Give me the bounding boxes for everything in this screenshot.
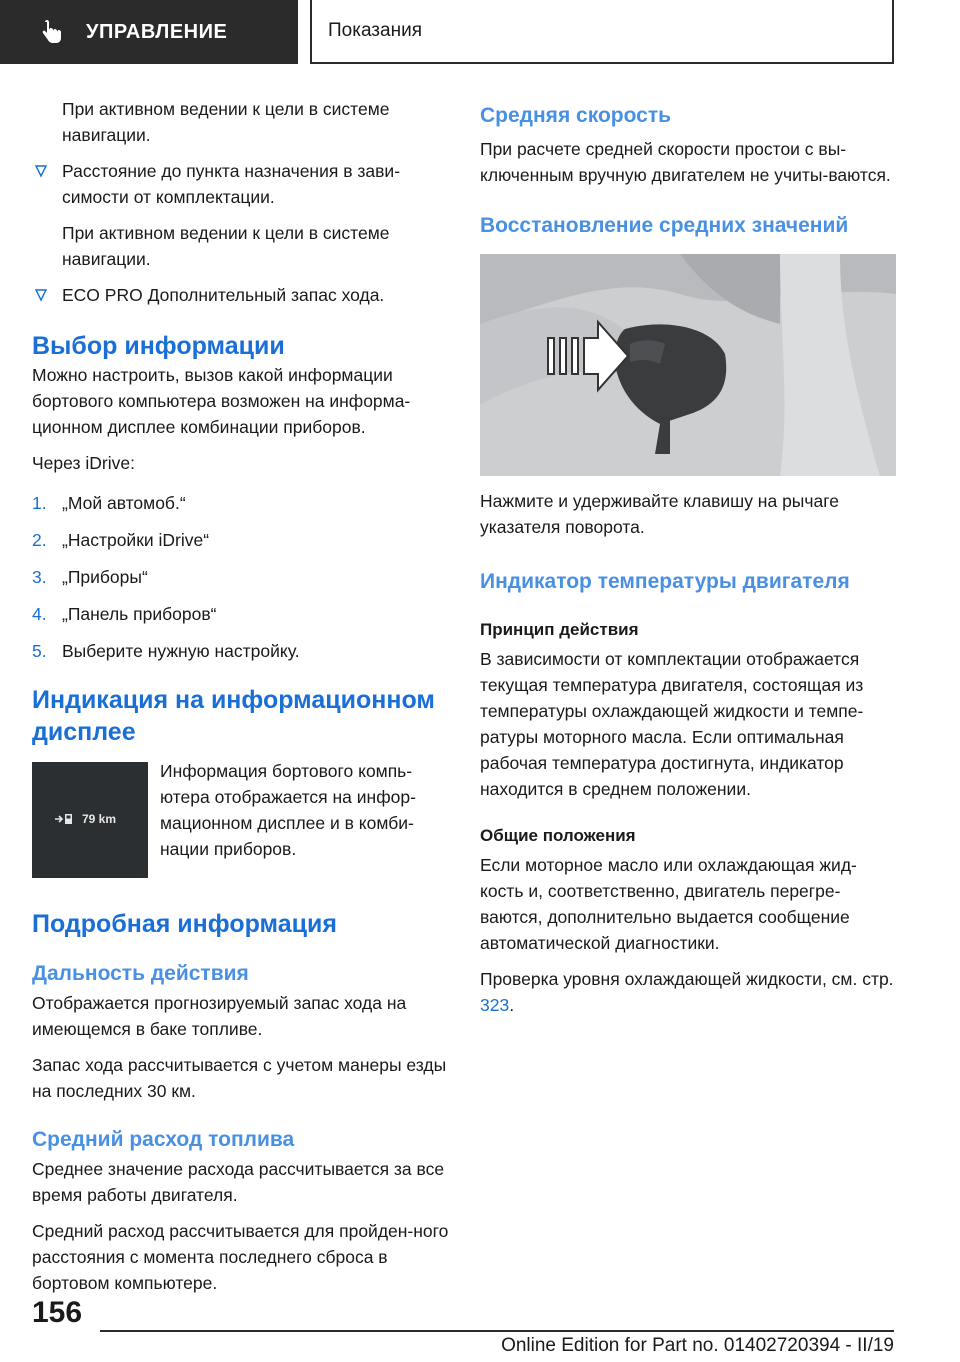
subsection-header bbox=[310, 0, 894, 64]
paragraph: Через iDrive: bbox=[32, 453, 135, 473]
paragraph: Если моторное масло или охлаждающая жид-кость и, соответственно, двигатель перегре-ваются, дополнительно выдается сообщение автоматической диагностики. bbox=[480, 855, 857, 953]
page-reference-link[interactable]: 323 bbox=[480, 995, 510, 1015]
bullet-text: Расстояние до пункта назначения в зави-симости от комплектации. bbox=[62, 161, 401, 207]
bullet-item bbox=[32, 282, 452, 308]
heading-reset-averages: Восстановление средних значений bbox=[480, 214, 849, 237]
paragraph: Запас хода рассчитывается с учетом манеры езды на последних 30 км. bbox=[32, 1055, 447, 1101]
range-icon bbox=[54, 813, 76, 825]
step-number: 5. bbox=[32, 641, 47, 661]
info-display-image bbox=[32, 762, 148, 878]
paragraph: При расчете средней скорости простои с вы-ключенным вручную двигателем не учиты-ваются. bbox=[480, 139, 891, 185]
step-number: 1. bbox=[32, 493, 47, 513]
step-number: 4. bbox=[32, 604, 47, 624]
heading-general: Общие положения bbox=[480, 826, 636, 845]
list-item bbox=[32, 490, 452, 516]
bullet-triangle-icon bbox=[34, 164, 48, 178]
heading-info-display: Индикация на информационном дисплее bbox=[32, 686, 435, 746]
paragraph bbox=[480, 966, 900, 1018]
step-text: Выберите нужную настройку. bbox=[62, 641, 300, 661]
paragraph: При активном ведении к цели в системе навигации. bbox=[62, 223, 390, 269]
step-text: „Приборы“ bbox=[62, 567, 148, 587]
step-text: „Мой автомоб.“ bbox=[62, 493, 186, 513]
hand-pointer-icon bbox=[38, 19, 64, 45]
step-text: „Панель приборов“ bbox=[62, 604, 217, 624]
footer-divider bbox=[100, 1330, 894, 1332]
page-number: 156 bbox=[32, 1296, 83, 1329]
bullet-item bbox=[32, 158, 452, 210]
bullet-triangle-icon bbox=[34, 288, 48, 302]
paragraph: Средний расход рассчитывается для пройден-ного расстояния с момента последнего сброса в бортовом компьютере. bbox=[32, 1221, 449, 1293]
step-number: 2. bbox=[32, 530, 47, 550]
paragraph: В зависимости от комплектации отображается текущая температура двигателя, состоящая из температуры охлаждающей жидкости и темпе-ратуры моторного масла. Если оптимальная рабочая температура достигнута, индикатор находится в среднем положении. bbox=[480, 649, 864, 799]
paragraph: Отображается прогнозируемый запас хода на имеющемся в баке топливе. bbox=[32, 993, 407, 1039]
step-number: 3. bbox=[32, 567, 47, 587]
heading-detail: Подробная информация bbox=[32, 910, 337, 938]
heading-principle: Принцип действия bbox=[480, 620, 639, 639]
subsection-title: Показания bbox=[328, 20, 422, 41]
text-span: . bbox=[509, 995, 515, 1015]
display-readout bbox=[54, 812, 116, 826]
turn-signal-lever-photo bbox=[480, 254, 896, 476]
heading-avg-speed: Средняя скорость bbox=[480, 104, 672, 127]
section-title: УПРАВЛЕНИЕ bbox=[86, 20, 228, 43]
heading-engine-temp: Индикатор температуры двигателя bbox=[480, 570, 850, 593]
range-value: 79 km bbox=[82, 812, 117, 826]
list-item bbox=[32, 564, 452, 590]
list-item bbox=[32, 601, 452, 627]
footer-edition: Online Edition for Part no. 01402720394 - II/19 bbox=[501, 1335, 894, 1356]
heading-choose-info: Выбор информации bbox=[32, 332, 285, 360]
right-column bbox=[480, 102, 900, 1028]
list-item bbox=[32, 638, 452, 664]
display-block bbox=[32, 758, 452, 878]
left-column bbox=[32, 96, 452, 1306]
steps-list bbox=[32, 490, 452, 664]
paragraph: Среднее значение расхода рассчитывается за все время работы двигателя. bbox=[32, 1159, 445, 1205]
heading-consumption: Средний расход топлива bbox=[32, 1128, 295, 1151]
paragraph: При активном ведении к цели в системе навигации. bbox=[62, 99, 390, 145]
text-span: Проверка уровня охлаждающей жидкости, см. стр. bbox=[480, 969, 894, 989]
paragraph: Информация бортового компь-ютера отображается на инфор-мационном дисплее и в комби-нации приборов. bbox=[160, 761, 416, 859]
paragraph: Можно настроить, вызов какой информации бортового компьютера возможен на информа-ционном дисплее комбинации приборов. bbox=[32, 365, 411, 437]
bullet-text: ECO PRO Дополнительный запас хода. bbox=[62, 285, 385, 305]
step-text: „Настройки iDrive“ bbox=[62, 530, 210, 550]
section-tab bbox=[0, 0, 298, 64]
lever-illustration bbox=[480, 254, 896, 476]
heading-range: Дальность действия bbox=[32, 962, 249, 985]
list-item bbox=[32, 527, 452, 553]
photo-caption: Нажмите и удерживайте клавишу на рычаге указателя поворота. bbox=[480, 491, 839, 537]
